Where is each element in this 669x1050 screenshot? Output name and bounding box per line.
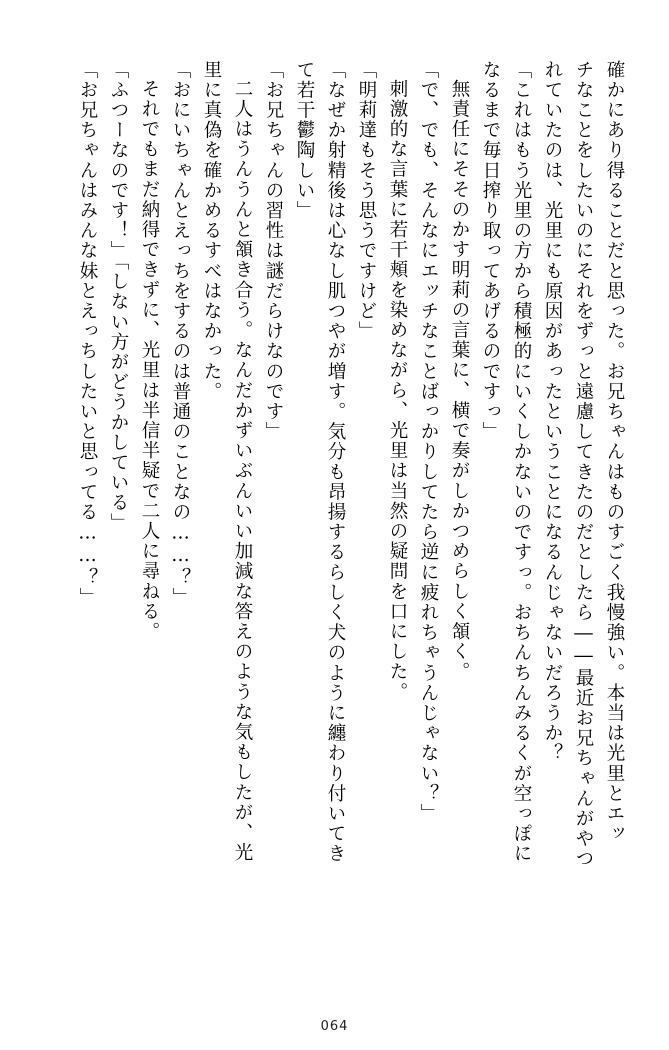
text-line: 二人はうんうんと頷き合う。なんだかずいぶんいい加減な答えのような気もしたが、光: [232, 79, 253, 863]
text-line: チなことをしたいのにそれをずっと遠慮してきたのだとしたら――最近お兄ちゃんがやつ: [573, 60, 594, 869]
text-line: 無責任にそそのかす明莉の言葉に、横で奏がしかつめらしく頷く。: [449, 79, 470, 682]
text-line: 「お兄ちゃんの習性は謎だらけなのです」: [263, 60, 284, 442]
text-line: 「これはもう光里の方から積極的にいくしかないのですっ。おちんちんみるくが空っぽに: [511, 60, 532, 864]
text-line: て若干鬱陶しい」: [294, 60, 315, 221]
text-line: 里に真偽を確かめるすべはなかった。: [201, 60, 222, 402]
text-line: 「明莉達もそう思うですけど」: [356, 60, 377, 342]
text-line: なるまで毎日搾り取ってあげるのですっ」: [480, 60, 501, 442]
text-line: れていたのは、光里にも原因があったということになるんじゃないだろうか？: [542, 60, 563, 764]
text-line: 「で、でも、そんなにエッチなことばっかりしてたら逆に疲れちゃうんじゃない？」: [418, 60, 439, 824]
vertical-text-block: [46, 60, 623, 990]
text-line: 確かにあり得ることだと思った。お兄ちゃんはものすごく我慢強い。本当は光里とエッ: [604, 60, 625, 844]
text-line: 「なぜか射精後は心なし肌つやが増す。気分も昂揚するらしく犬のように纏わり付いてき: [325, 60, 346, 864]
text-line: 「お兄ちゃんはみんな妹とえっちしたいと思ってる……？」: [77, 60, 98, 608]
text-line: それでもまだ納得できずに、光里は半信半疑で二人に尋ねる。: [139, 79, 160, 642]
page-number: 064: [320, 1019, 349, 1034]
text-line: 「ふつーなのです！」「しない方がどうかしている」: [108, 60, 129, 534]
text-line: 「おにいちゃんとえっちをするのは普通のことなの……？」: [170, 60, 191, 608]
text-line: 刺激的な言葉に若干頬を染めながら、光里は当然の疑問を口にした。: [387, 79, 408, 703]
